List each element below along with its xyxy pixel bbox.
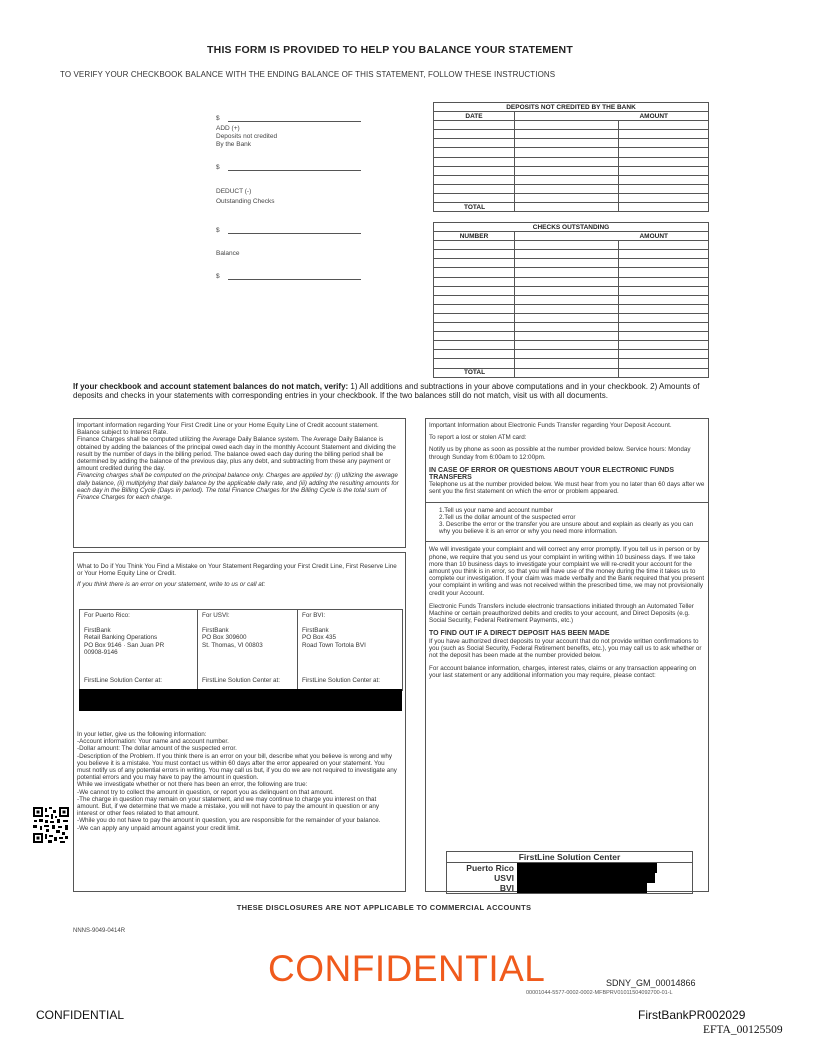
dollar-sign: $ xyxy=(216,227,220,234)
footer-bates: FirstBankPR002029 xyxy=(638,1008,746,1022)
firstline-bvi: BVI xyxy=(499,883,514,893)
direct-deposit-heading: TO FIND OUT IF A DIRECT DEPOSIT HAS BEEN MADE xyxy=(429,630,610,638)
firstline-box xyxy=(446,851,693,894)
address-bvi: For BVI: FirstBank PO Box 435 Road Town Tortola BVI FirstLine Solution Center at: xyxy=(302,612,381,684)
table-row xyxy=(434,259,709,268)
qr-code-icon xyxy=(32,806,70,844)
credit-line-charges: Financing charges shall be computed on the principal balance only. Charges are applied by: (i) utilizing the average daily balance, (ii) multiplying that daily balance by the applicable daily rate, and (iii) adding the resulting amounts for each day in the Billing Cycle (Days in period). The total Finance Charges for the Billing Cycle is the total sum of Finance Charges for each charge. xyxy=(77,472,399,502)
amount-line xyxy=(228,272,361,280)
table-row xyxy=(434,295,709,304)
total-label: TOTAL xyxy=(434,203,515,212)
dollar-sign: $ xyxy=(216,115,220,122)
eft-investigate: We will investigate your complaint and will correct any error promptly. If you tell us in person or by phone, we require that you send us your complaint in writing within 10 business days. If we take more than 10 business days to investigate your complaint we will re-credit your account for the amount you think is in error, so that you will have use of the money during the time it takes us to complete our investigation. If your claim was made verbally and the Bank required that you present your complaint in writing and was not received within the prescribed time, we may not provisionally credit your Account. xyxy=(429,546,705,597)
balance-label: Balance xyxy=(216,250,240,257)
amount-line xyxy=(228,114,361,122)
credit-line-balance: Balance subject to Interest Rate. xyxy=(77,429,169,437)
table-row xyxy=(434,277,709,286)
not-applicable-notice: THESE DISCLOSURES ARE NOT APPLICABLE TO COMMERCIAL ACCOUNTS xyxy=(236,903,532,912)
table-row xyxy=(434,148,709,157)
table-row xyxy=(434,250,709,259)
table-row xyxy=(434,350,709,359)
table-row xyxy=(434,241,709,250)
address-puerto-rico: For Puerto Rico: FirstBank Retail Banking Operations PO Box 9146 · San Juan PR 00908-9146 FirstLine Solution Center at: xyxy=(80,610,198,690)
table-row xyxy=(434,341,709,350)
mistake-instruction: If you think there is an error on your statement, write to us or call at: xyxy=(77,581,266,589)
table-row xyxy=(434,184,709,193)
verify-lead: If your checkbook and account statement balances do not match, verify: xyxy=(73,382,349,391)
mistake-heading: What to Do if You Think You Find a Mistake on Your Statement Regarding your First Credit Line, First Reserve Line or Your Home Equity Line or Credit. xyxy=(77,563,397,578)
table-row xyxy=(434,313,709,322)
verify-paragraph xyxy=(73,382,705,400)
deposits-not-credited-table xyxy=(433,102,709,212)
table-row xyxy=(434,130,709,139)
col-amount: AMOUNT xyxy=(515,112,709,121)
mistake-box xyxy=(73,552,406,892)
col-amount: AMOUNT xyxy=(515,232,709,241)
address-grid xyxy=(79,609,403,691)
eft-definition: Electronic Funds Transfers include electronic transactions initiated through an Automated Teller Machine or certain preauthorized debits and credits to your account, and Direct Deposits (e.g. Social Security, Federal Retirement Payments, etc.) xyxy=(429,602,694,625)
efta-number: EFTA_00125509 xyxy=(703,1024,783,1036)
table-row xyxy=(434,323,709,332)
table-title: CHECKS OUTSTANDING xyxy=(434,223,709,232)
eft-error-heading: IN CASE OF ERROR OR QUESTIONS ABOUT YOUR ELECTRONIC FUNDS TRANSFERS xyxy=(429,466,675,482)
table-row xyxy=(434,304,709,313)
redaction-block xyxy=(517,863,657,873)
total-label: TOTAL xyxy=(434,368,515,377)
table-row xyxy=(434,121,709,130)
eft-notify: Notify us by phone as soon as possible at the number provided below. Service hours: Monday through Sunday from 6:00am to 12:00pm. xyxy=(429,446,691,461)
table-row xyxy=(434,268,709,277)
table-row xyxy=(434,157,709,166)
table-row xyxy=(434,359,709,368)
credit-line-finance: Finance Charges shall be computed utilizing the Average Daily Balance system. The Average Daily Balance is obtained by adding the balances of the principal owed each day in the monthly Account Statement and dividing the result by the number of days in the billing period. The balance owed each day during the billing period shall be determined by adding the balance of the previous day, plus any debt, and subtracting from these any payment or amount credited during the day. xyxy=(77,436,396,473)
outstanding-checks-label: Outstanding Checks xyxy=(216,198,275,205)
firstline-puerto-rico: Puerto Rico xyxy=(466,863,514,873)
instructions: TO VERIFY YOUR CHECKBOOK BALANCE WITH THE ENDING BALANCE OF THIS STATEMENT, FOLLOW THESE INSTRUCTIONS xyxy=(60,70,556,79)
table-row xyxy=(434,139,709,148)
form-number: NNNS-9049-0414R xyxy=(73,928,126,934)
letter-info: In your letter, give us the following information: -Account information: Your name and account number. -Dollar amount: The dollar amount of the suspected error. -Description of the Problem. If you think there is an error on your bill, describe what you believe is wrong and why you believe it is a mistake. You must contact us within 60 days after the error appeared on your statement. You must notify us of any potential errors in writing. You may call us but, if you do we are not required to investigate any potential errors and you may have to pay the amount in question. While we investigate whether or not there has been an error, the following are true: -We cannot try to collect the amount in question, or report you as delinquent on that amount. -The charge in question may remain on your statement, and we may continue to charge you interest on that amount. But, if we determine that we made a mistake, you will not have to pay the amount in question or any interest or other fees related to that amount. -While you do not have to pay the amount in question, you are responsible for the remainder of your balance. -We can apply any unpaid amount against your credit limit. xyxy=(77,731,397,832)
table-row xyxy=(434,193,709,202)
checks-outstanding-table xyxy=(433,222,709,378)
table-row xyxy=(434,286,709,295)
redaction-block xyxy=(517,873,655,883)
table-title: DEPOSITS NOT CREDITED BY THE BANK xyxy=(434,103,709,112)
redaction-block xyxy=(79,689,402,711)
amount-line xyxy=(228,163,361,171)
col-date: DATE xyxy=(434,112,515,121)
dollar-sign: $ xyxy=(216,164,220,171)
deposits-not-credited-label: Deposits not credited xyxy=(216,133,278,140)
amount-line xyxy=(228,226,361,234)
contact-text: For account balance information, charges, interest rates, claims or any transaction appearing on your last statement or any additional information you may require, please contact: xyxy=(429,665,697,680)
add-label: ADD (+) xyxy=(216,125,240,132)
dollar-sign: $ xyxy=(216,273,220,280)
eft-box: Important Information about Electronic Funds Transfer regarding Your Deposit Account. To report a lost or stolen ATM card: Notify us by phone as soon as possible at the number provided below. Service hours: Monday through Sunday from 6:00am to 12:00pm. IN CASE OF ERROR OR QUESTIONS ABOUT YOUR ELECTRONIC FUNDS TRANSFERS Telephone us at the number provided below. We must hear from you no later than 60 days after we sent you the first statement on which the error or problem appeared. 1.Tell us your name and account number 2.Tell us the dollar amount of the suspected error 3. Describe the error or the transfer you are unsure about and explain as clearly as you can why you believe it is an error or why you need more information. We will investigate your complaint and will correct any error promptly. If you tell us in person or by phone, we require that you send us your complaint in writing within 10 business days. If we take more than 10 business days to investigate your complaint we will re-credit your account for the amount you think is in error, so that you will have use of the money during the time it takes us to complete our investigation. If your claim was made verbally and the Bank required that you present your complaint in writing and was not received within the prescribed time, we may not provisionally credit your Account. Electronic Funds Transfers include electronic transactions initiated through an Automated Teller Machine or certain preauthorized debits and credits to your account, and Direct Deposits (e.g. Social Security, Federal Retirement Payments, etc.) TO FIND OUT IF A DIRECT DEPOSIT HAS BEEN MADE If you have authorized direct deposits to your account that do not provide written confirmations to you (such as Social Security, Federal Retirement benefits, etc.), you may call us to ask whether or not the deposit has been made at the number provided below. For account balance information, charges, interest rates, claims or any transaction appearing on your last statement or any additional information you may require, please contact: FirstLine Solution Center Puerto Rico USVI BVI xyxy=(425,418,709,892)
verify-text: 1) All additions and subtractions in your above computations and in your checkbook. 2) Amounts of deposits and checks in your statements with corresponding entries in your checkbook. If the two balances still do not match, visit us with all documents. xyxy=(73,382,700,401)
eft-telephone: Telephone us at the number provided below. We must hear from you no later than 60 days after we sent you the first statement on which the error or problem appeared. xyxy=(429,481,705,496)
page-title: THIS FORM IS PROVIDED TO HELP YOU BALANCE YOUR STATEMENT xyxy=(207,44,573,56)
confidential-stamp: CONFIDENTIAL xyxy=(268,948,546,989)
table-row xyxy=(434,166,709,175)
table-row xyxy=(434,332,709,341)
redaction-block xyxy=(517,883,647,893)
footer-confidential: CONFIDENTIAL xyxy=(36,1008,125,1022)
sdny-bates: SDNY_GM_00014866 xyxy=(606,978,696,988)
address-usvi: For USVI: FirstBank PO Box 309600 St. Thomas, VI 00803 FirstLine Solution Center at: xyxy=(198,610,298,690)
table-row xyxy=(434,175,709,184)
eft-intro: Important Information about Electronic Funds Transfer regarding Your Deposit Account. xyxy=(429,422,672,429)
firstline-usvi: USVI xyxy=(494,873,514,883)
col-number: NUMBER xyxy=(434,232,515,241)
direct-deposit-text: If you have authorized direct deposits to your account that do not provide written confirmations to you (such as Social Security, Federal Retirement benefits, etc.), you may call us to ask whether or not the deposit has been made at the number provided below. xyxy=(429,637,702,660)
credit-line-box xyxy=(73,418,406,548)
eft-lost-card: To report a lost or stolen ATM card: xyxy=(429,434,527,442)
credit-line-intro: Important information regarding Your First Credit Line or your Home Equity Line of Credit account statement. xyxy=(77,422,379,429)
firstline-title: FirstLine Solution Center xyxy=(447,852,692,863)
deduct-label: DEDUCT (-) xyxy=(216,188,252,195)
document-control-number: 00001044-5577-0002-0002-MFBPRV01011504092700-01-L xyxy=(526,990,673,996)
by-the-bank-label: By the Bank xyxy=(216,141,252,148)
